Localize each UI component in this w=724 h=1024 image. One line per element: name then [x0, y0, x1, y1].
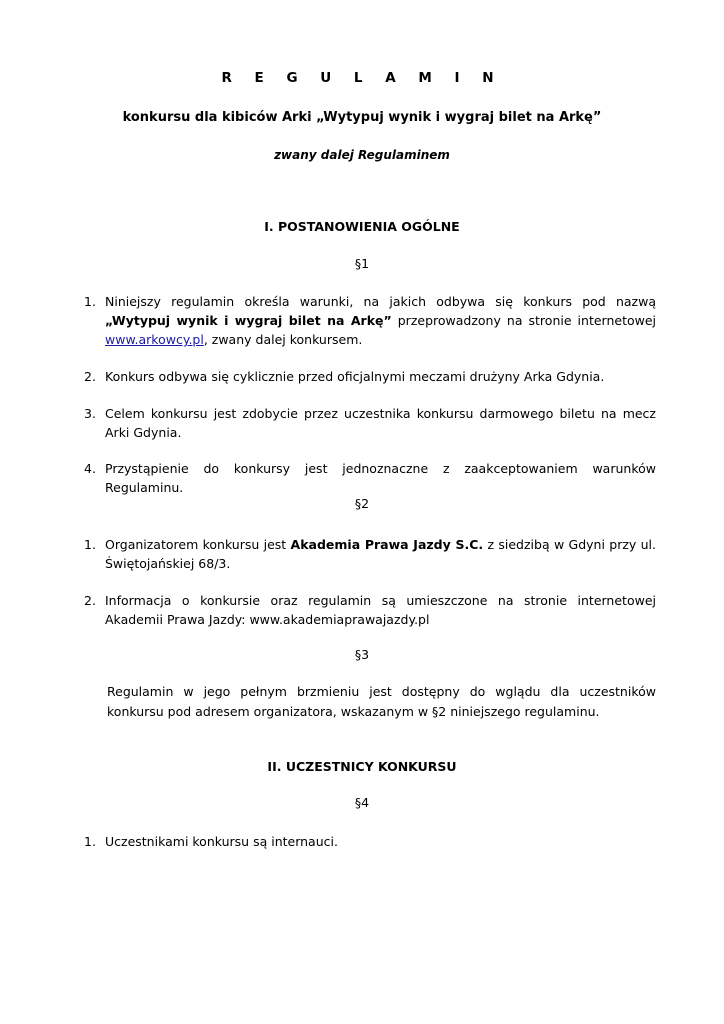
list-item — [84, 367, 656, 386]
list-item-number: 2. — [84, 369, 96, 384]
section-heading-participants: II. UCZESTNICY KONKURSU — [267, 759, 457, 774]
list-item-number: 3. — [84, 406, 96, 421]
contest-name: „Wytypuj wynik i wygraj bilet na Arkę” — [105, 313, 392, 328]
paragraph-sign-1: §1 — [354, 256, 370, 271]
list-item-text: Informacja o konkursie oraz regulamin są umieszczone na stronie internetowej Akademii Prawa Jazdy: www.akademiaprawajazdy.pl — [105, 593, 656, 627]
arkowcy-link[interactable]: www.arkowcy.pl — [105, 332, 204, 347]
paragraph-sign-2: §2 — [354, 496, 370, 511]
list-item-number: 4. — [84, 461, 96, 476]
document-title: R E G U L A M I N — [221, 70, 503, 86]
list-item-text: Uczestnikami konkursu są internauci. — [105, 834, 338, 849]
list-item-text: Przystąpienie do konkursy jest jednoznaczne z zaakceptowaniem warunków Regulaminu. — [105, 461, 656, 495]
list-item-text: Konkurs odbywa się cyklicznie przed oficjalnymi meczami drużyny Arka Gdynia. — [105, 369, 605, 384]
list-item-text: Organizatorem konkursu jest Akademia Prawa Jazdy S.C. z siedzibą w Gdyni przy ul. Świętojańskiej 68/3. — [105, 537, 656, 571]
list-item — [84, 591, 656, 629]
document-subtitle-note: zwany dalej Regulaminem — [274, 148, 450, 162]
list-item-text: Celem konkursu jest zdobycie przez uczestnika konkursu darmowego biletu na mecz Arki Gdynia. — [105, 406, 656, 440]
list-item-number: 2. — [84, 593, 96, 608]
list-item — [84, 292, 656, 349]
document-subtitle: konkursu dla kibiców Arki „Wytypuj wynik i wygraj bilet na Arkę” — [122, 110, 602, 125]
list-item — [84, 832, 656, 851]
organizer-name: Akademia Prawa Jazdy S.C. — [290, 537, 484, 552]
list-item-number: 1. — [84, 294, 96, 309]
paragraph-sign-4: §4 — [354, 795, 370, 810]
list-item-number: 1. — [84, 834, 96, 849]
list-item — [84, 459, 656, 497]
paragraph-sign-3: §3 — [354, 647, 370, 662]
paragraph-3-text: Regulamin w jego pełnym brzmieniu jest dostępny do wglądu dla uczestników konkursu pod adresem organizatora, wskazanym w §2 niniejszego regulaminu. — [107, 684, 656, 719]
section-heading-general: I. POSTANOWIENIA OGÓLNE — [264, 219, 460, 234]
list-item — [84, 404, 656, 442]
list-item-text: Niniejszy regulamin określa warunki, na jakich odbywa się konkurs pod nazwą „Wytypuj wynik i wygraj bilet na Arkę” przeprowadzony na stronie internetowej www.arkowcy.pl, zwany dalej konkursem. — [105, 294, 657, 347]
list-item — [84, 535, 656, 573]
list-item-number: 1. — [84, 537, 96, 552]
